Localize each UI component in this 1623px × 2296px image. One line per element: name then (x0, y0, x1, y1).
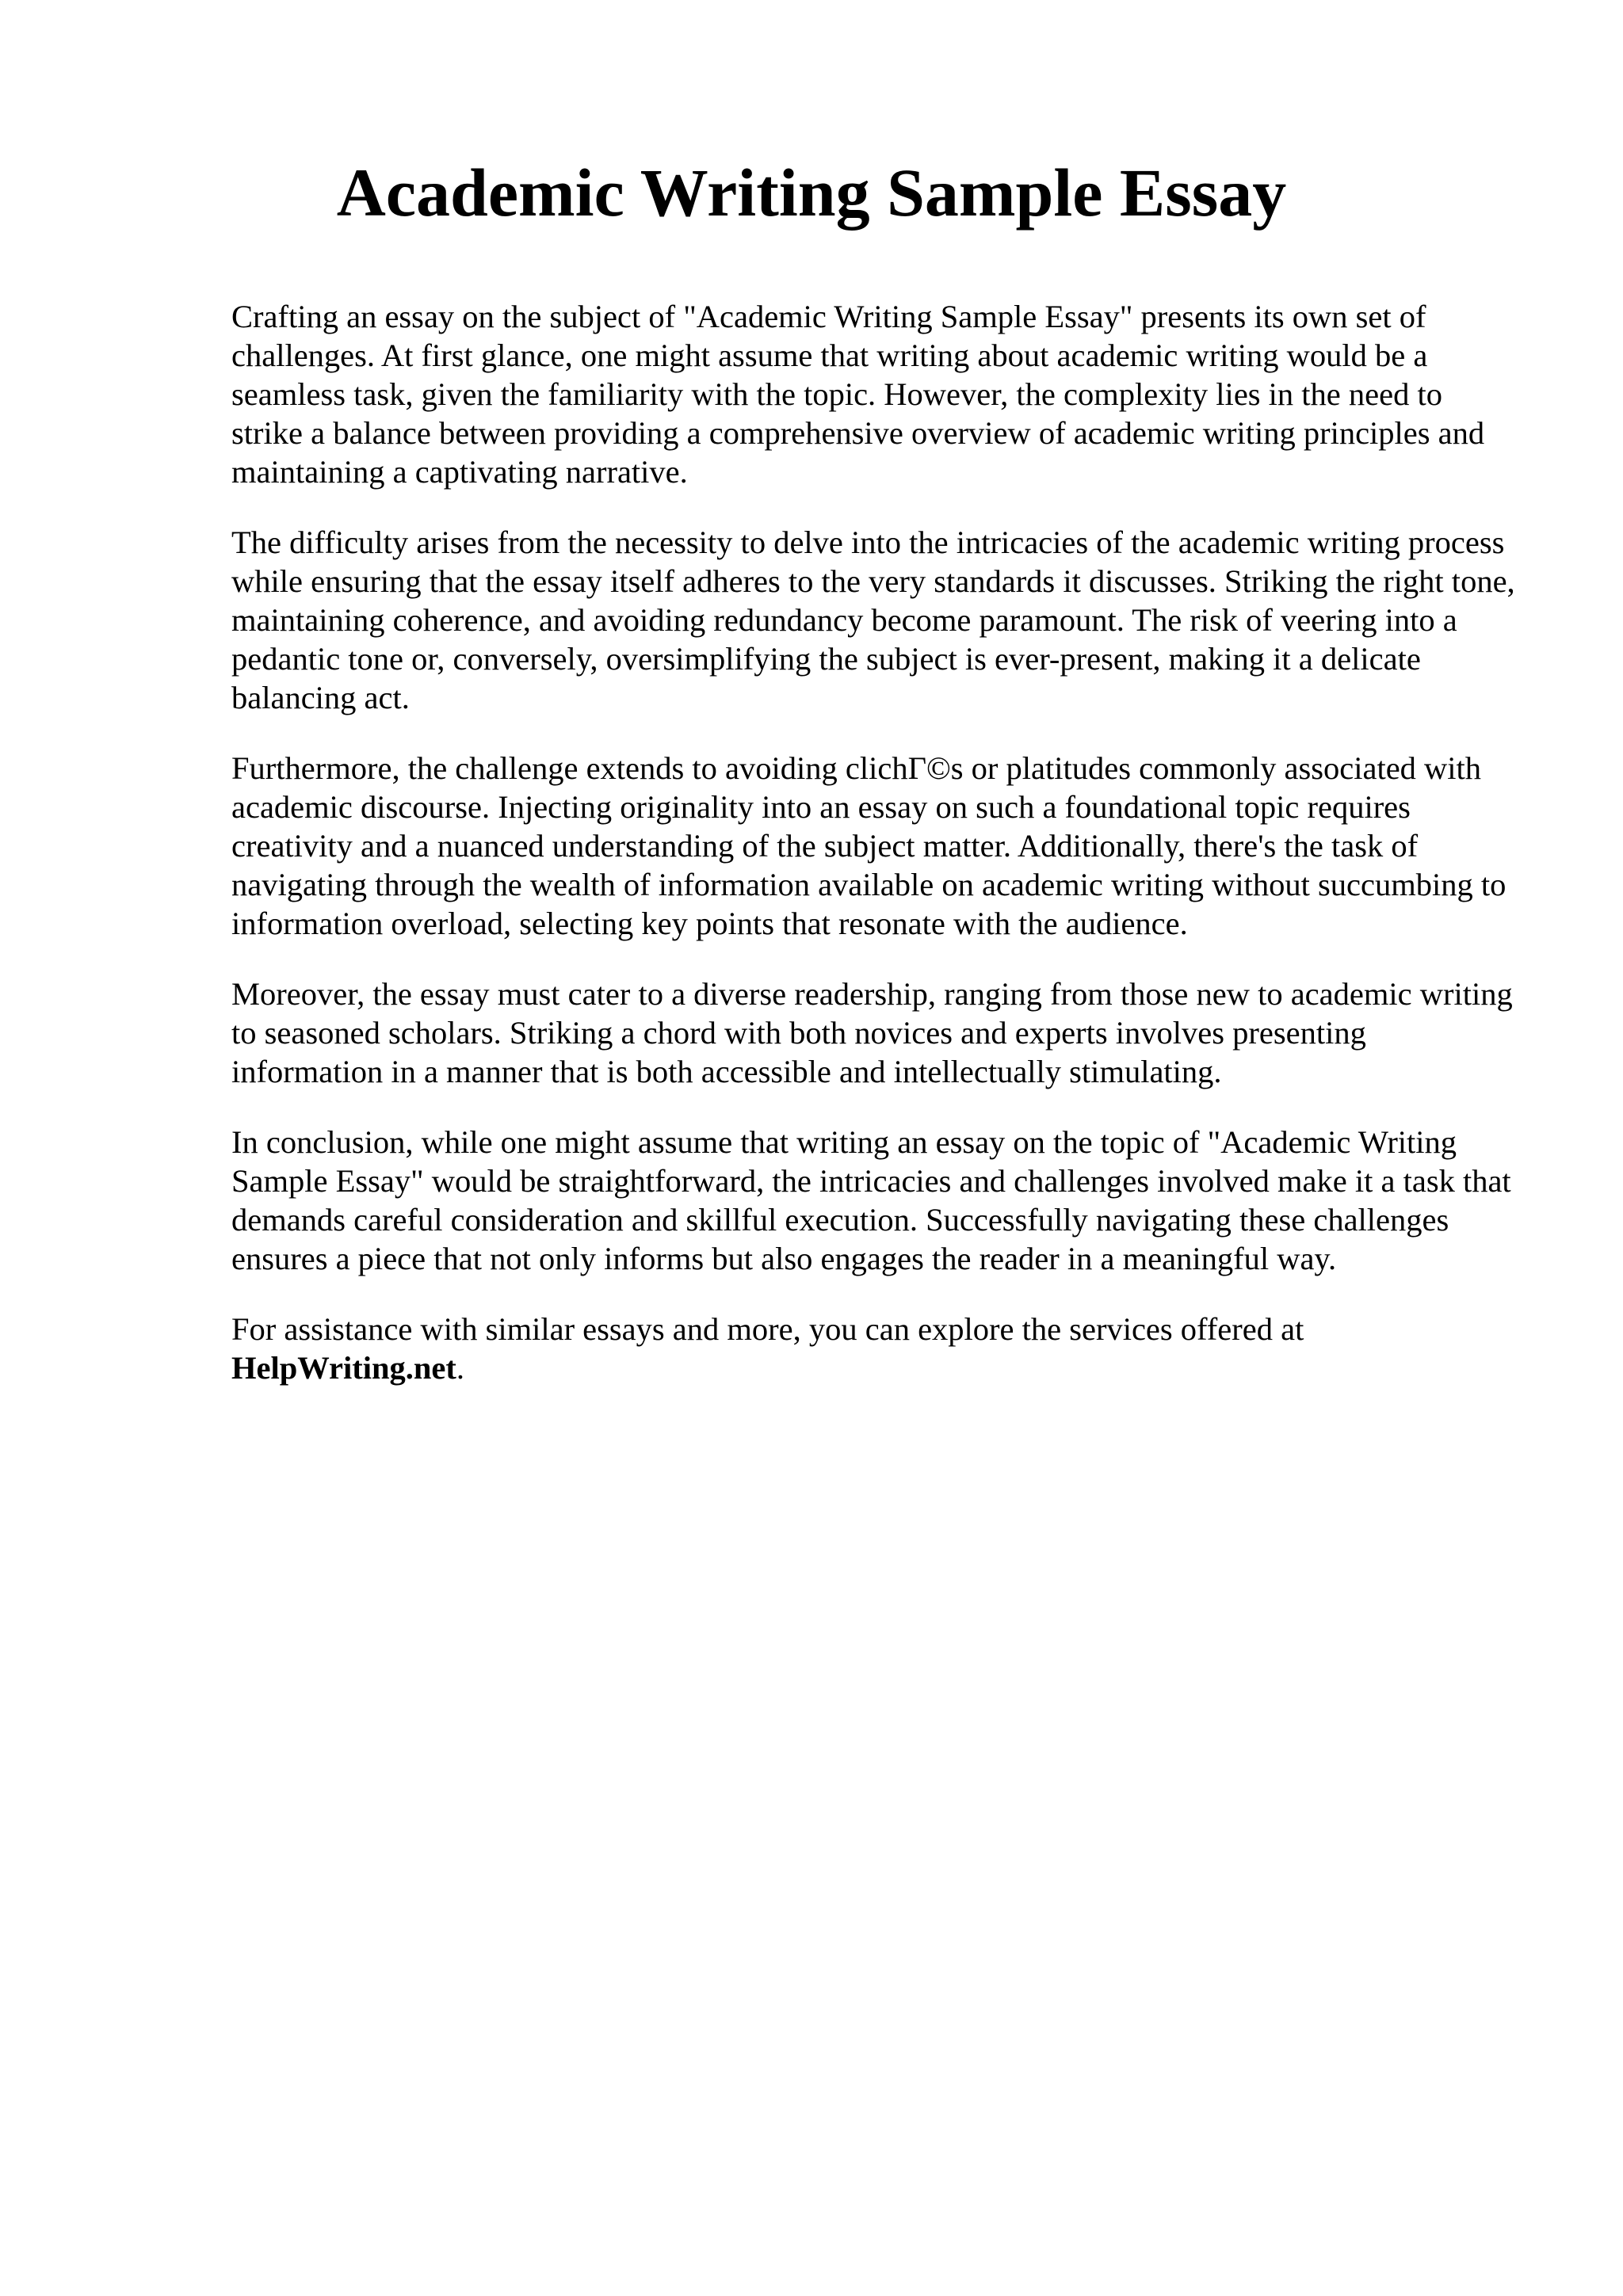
closing-text: For assistance with similar essays and more, you can explore the services offered at (231, 1311, 1304, 1347)
document-body (231, 297, 1515, 1419)
closing-suffix: . (456, 1350, 465, 1386)
paragraph-1: Crafting an essay on the subject of "Academic Writing Sample Essay" presents its own set of challenges. At first glance, one might assume that writing about academic writing would be a seamless task, given the familiarity with the topic. However, the complexity lies in the need to strike a balance between providing a comprehensive overview of academic writing principles and maintaining a captivating narrative. (231, 299, 1485, 490)
closing-paragraph (231, 1310, 1515, 1387)
helpwriting-link[interactable]: HelpWriting.net (231, 1350, 456, 1386)
paragraph-3: Furthermore, the challenge extends to avoiding clichГ©s or platitudes commonly associated with academic discourse. Injecting originality into an essay on such a foundational topic requires creativity and a nuanced understanding of the subject matter. Additionally, there's the task of navigating through the wealth of information available on academic writing without succumbing to information overload, selecting key points that resonate with the audience. (231, 750, 1507, 941)
paragraph-2: The difficulty arises from the necessity to delve into the intricacies of the academic writing process while ensuring that the essay itself adheres to the very standards it discusses. Striking the right tone, maintaining coherence, and avoiding redundancy become paramount. The risk of veering into a pedantic tone or, conversely, oversimplifying the subject is ever-present, making it a delicate balancing act. (231, 524, 1515, 715)
document-title: Academic Writing Sample Essay (336, 154, 1287, 231)
paragraph-5: In conclusion, while one might assume that writing an essay on the topic of "Academic Writing Sample Essay" would be straightforward, the intricacies and challenges involved make it a task that demands careful consideration and skillful execution. Successfully navigating these challenges ensures a piece that not only informs but also engages the reader in a meaningful way. (231, 1124, 1511, 1276)
paragraph-4: Moreover, the essay must cater to a diverse readership, ranging from those new to academic writing to seasoned scholars. Striking a chord with both novices and experts involves presenting information in a manner that is both accessible and intellectually stimulating. (231, 976, 1513, 1089)
